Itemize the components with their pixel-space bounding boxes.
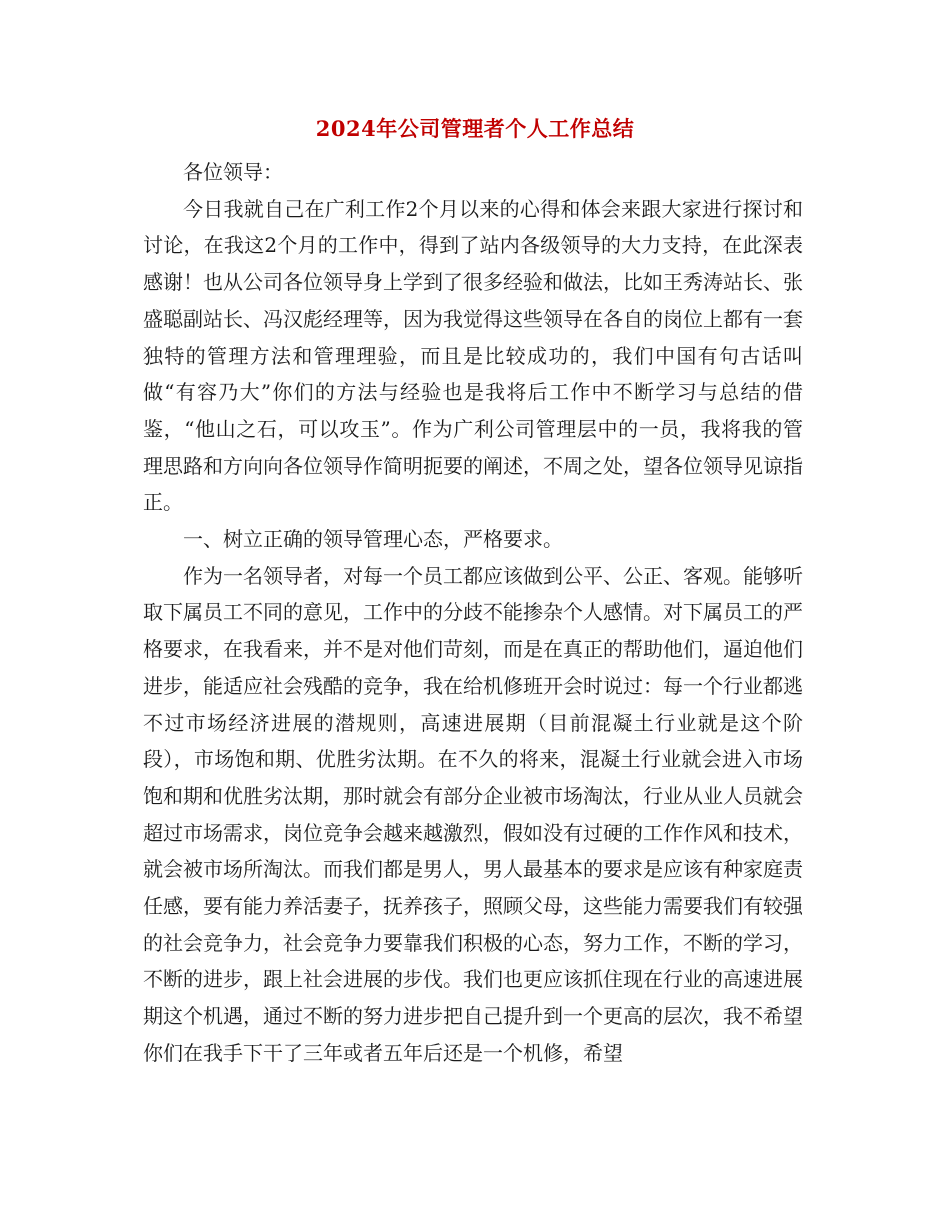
document-title: 2024年公司管理者个人工作总结: [315, 116, 635, 141]
section-1-paragraph: 作为一名领导者，对每一个员工都应该做到公平、公正、客观。能够听取下属员工不同的意见，工作中的分歧不能掺杂个人感情。对下属员工的严格要求，在我看来，并不是对他们苛刻，而是在真正的帮助他们，逼迫他们进步，能适应社会残酷的竞争，我在给机修班开会时说过：每一个行业都逃不过市场经济进展的潜规则，高速进展期（目前混凝土行业就是这个阶段），市场饱和期、优胜劣汰期。在不久的将来，混凝土行业就会进入市场饱和期和优胜劣汰期，那时就会有部分企业被市场淘汰，行业从业人员就会超过市场需求，岗位竞争会越来越激烈，假如没有过硬的工作作风和技术，就会被市场所淘汰。而我们都是男人，男人最基本的要求是应该有种家庭责任感，要有能力养活妻子，抚养孩子，照顾父母，这些能力需要我们有较强的社会竞争力，社会竞争力要靠我们积极的心态，努力工作，不断的学习，不断的进步，跟上社会进展的步伐。我们也更应该抓住现在行业的高速进展期这个机遇，通过不断的努力进步把自己提升到一个更高的层次，我不希望你们在我手下干了三年或者五年后还是一个机修，希望: [143, 563, 803, 1065]
section-heading-1: 一、树立正确的领导管理心态，严格要求。: [183, 527, 563, 552]
salutation-paragraph: 各位领导：: [183, 160, 283, 184]
intro-paragraph: 今日我就自己在广利工作2个月以来的心得和体会来跟大家进行探讨和讨论，在我这2个月的工作中，得到了站内各级领导的大力支持，在此深表感谢！也从公司各位领导身上学到了很多经验和做法，比如王秀涛站长、张盛聪副站长、冯汉彪经理等，因为我觉得这些领导在各自的岗位上都有一套独特的管理方法和管理理验，而且是比较成功的，我们中国有句古话叫做“有容乃大”你们的方法与经验也是我将后工作中不断学习与总结的借鉴，“他山之石，可以攻玉”。作为广利公司管理层中的一员，我将我的管理思路和方向向各位领导作简明扼要的阐述，不周之处，望各位领导见谅指正。: [143, 196, 803, 515]
document-body: [143, 154, 803, 1072]
